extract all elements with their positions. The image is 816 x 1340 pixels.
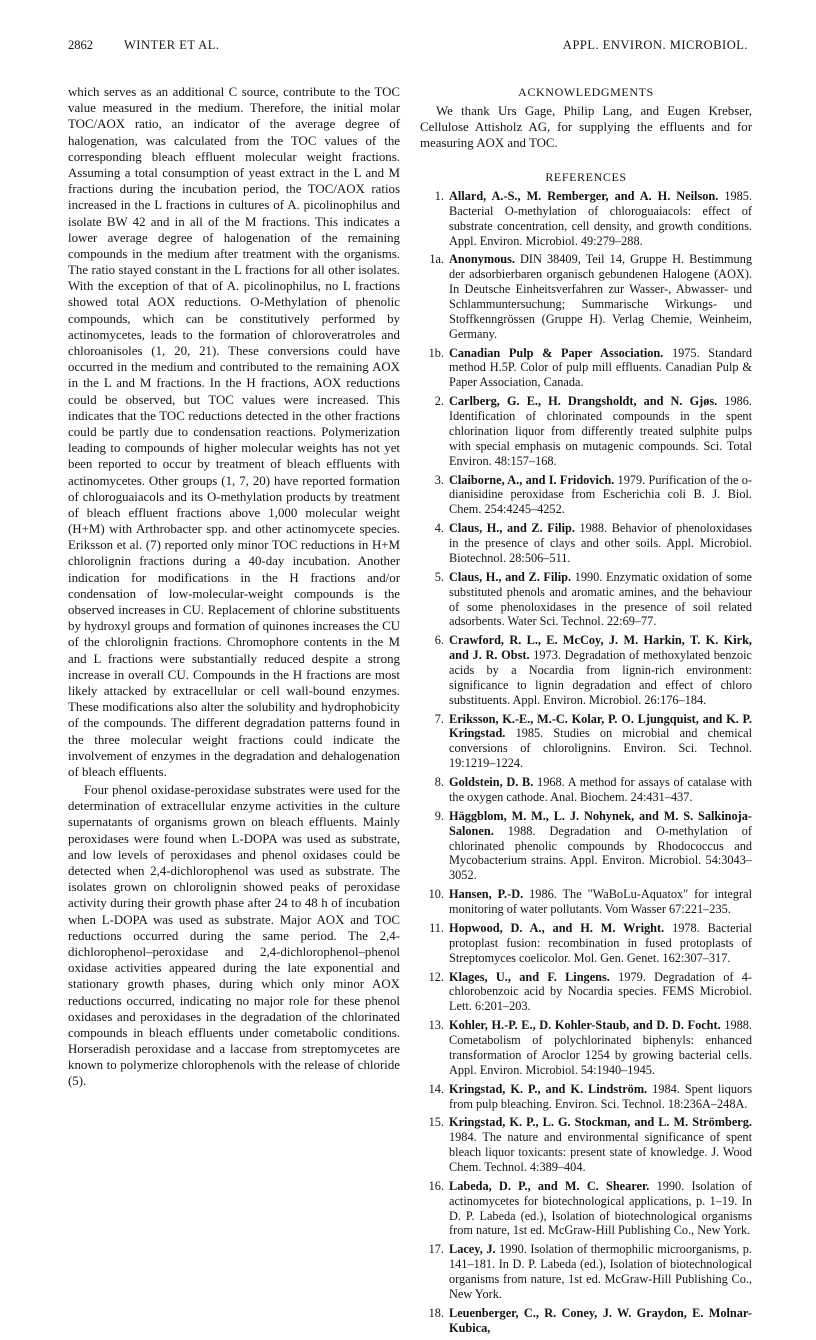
reference-entry bbox=[420, 887, 752, 917]
reference-authors: Klages, U., and F. Lingens. bbox=[449, 969, 610, 984]
reference-authors: Häggblom, M. M., L. J. Nohynek, and M. S. Salkinoja-Salonen. bbox=[449, 808, 752, 838]
reference-number: 10. bbox=[428, 887, 444, 902]
reference-authors: Hansen, P.-D. bbox=[449, 887, 524, 902]
reference-entry bbox=[420, 970, 752, 1015]
reference-entry bbox=[420, 775, 752, 805]
reference-text bbox=[449, 1179, 752, 1238]
reference-authors: Crawford, R. L., E. McCoy, J. M. Harkin, T. K. Kirk, and J. R. Obst. bbox=[449, 633, 752, 663]
reference-body: 1978. Bacterial protoplast fusion: recombination in fused protoplasts of Streptomyces coelicolor. Mol. Gen. Genet. 162:307–317. bbox=[449, 920, 752, 965]
reference-number: 4. bbox=[434, 521, 444, 536]
reference-text bbox=[449, 189, 752, 248]
acknowledgments-text: We thank Urs Gage, Philip Lang, and Eugen Krebser, Cellulose Attisholz AG, for supplying the effluents and for measuring AOX and TOC. bbox=[420, 104, 752, 150]
reference-authors: Kringstad, K. P., L. G. Stockman, and L. M. Strömberg. bbox=[449, 1115, 752, 1130]
reference-entry bbox=[420, 809, 752, 883]
reference-body: 1968. A method for assays of catalase with the oxygen cathode. Anal. Biochem. 24:431–437. bbox=[449, 775, 752, 804]
reference-body: 1990. Isolation of thermophilic microorganisms, p. 141–181. In D. P. Labeda (ed.), Isolation of biotechnological organisms from nature, 1st ed. McGraw-Hill Publishing Co., New York. bbox=[449, 1242, 752, 1301]
reference-number: 1. bbox=[434, 189, 444, 203]
body-paragraph: Four phenol oxidase-peroxidase substrates were used for the determination of extracellular enzyme activities in the culture supernatants of organisms grown on bleach effluents. Mainly peroxidases were found when L-DOPA was used as substrate, and low levels of peroxidases and phenol oxidases could be detected when 2,4-dichlorophenol was used as substrate. The isolates grown on chlorolignin showed peaks of peroxidase activity during their growth phase after 24 to 48 h of incubation when L-DOPA was used as substrate. Major AOX and TOC reductions occurred during the same period. The 2,4-dichlorophenol–peroxidase and 2,4-dichlorophenol–phenol oxidase activities appeared during the late exponential and stationary growth phases, during which only minor AOX reductions occurred, indicating no major role for these phenol oxidases and peroxidases in the degradation of the chlorinated compounds in bleach effluents under cometabolic conditions. Horseradish peroxidase and a laccase from streptomycetes are known to polymerize chlorophenols with the release of chloride (5). bbox=[68, 783, 400, 1089]
reference-entry bbox=[420, 1242, 752, 1301]
reference-entry bbox=[420, 473, 752, 518]
reference-text bbox=[449, 1242, 752, 1301]
reference-number: 12. bbox=[428, 969, 444, 984]
reference-body: 1985. Studies on microbial and chemical conversions of chlorolignins. Environ. Sci. Technol. 19:1219–1224. bbox=[449, 726, 752, 771]
reference-entry bbox=[420, 712, 752, 771]
reference-number: 13. bbox=[428, 1018, 444, 1033]
reference-authors: Goldstein, D. B. bbox=[449, 775, 534, 790]
left-column bbox=[68, 84, 400, 1090]
reference-number: 14. bbox=[428, 1081, 444, 1096]
reference-body: DIN 38409, Teil 14, Gruppe H. Bestimmung der adsorbierbaren organisch gebundenen Halogene (AOX). In Deutsche Einheitsverfahren zur Wasser-, Abwasser- und Schlammuntersuchung; Summarische Wirkungs- und Stoffkenngrössen (Gruppe H). Verlag Chemie, Weinheim, Germany. bbox=[449, 252, 752, 341]
reference-body: 1986. Identification of chlorinated compounds in the spent chlorination liquor from differently treated sulphite pulps with special emphasis on mutagenic compounds. Sci. Total Environ. 48:157–168. bbox=[449, 394, 752, 468]
reference-text bbox=[449, 570, 752, 629]
reference-entry bbox=[420, 346, 752, 391]
reference-body: 1988. Degradation and O-methylation of chlorinated phenolic compounds by Rhodococcus and Mycobacterium strains. Appl. Environ. Microbiol. 54:3043–3052. bbox=[449, 823, 752, 883]
reference-text bbox=[449, 252, 752, 341]
reference-text bbox=[449, 1082, 752, 1112]
reference-entry bbox=[420, 1082, 752, 1112]
reference-text bbox=[449, 633, 752, 707]
reference-body: 1984. The nature and environmental significance of spent bleach liquor toxicants: present state of knowledge. J. Wood Chem. Technol. 4:389–404. bbox=[449, 1130, 752, 1174]
reference-body: 1984. Spent liquors from pulp bleaching. Environ. Sci. Technol. 18:236A–248A. bbox=[449, 1081, 752, 1111]
reference-list bbox=[420, 189, 752, 1336]
reference-text bbox=[449, 712, 752, 771]
reference-number: 11. bbox=[429, 920, 444, 935]
reference-body: 1979. Degradation of 4-chlorobenzoic acid by Nocardia species. FEMS Microbiol. Lett. 6:201–203. bbox=[449, 969, 753, 1014]
reference-number: 2. bbox=[434, 394, 444, 409]
reference-entry bbox=[420, 189, 752, 248]
reference-text bbox=[449, 970, 752, 1015]
reference-authors: Kringstad, K. P., and K. Lindström. bbox=[449, 1081, 648, 1096]
right-column bbox=[420, 84, 752, 1340]
reference-text bbox=[449, 1115, 752, 1174]
reference-body: 1990. Isolation of actinomycetes for biotechnological applications, p. 1–19. In D. P. Labeda (ed.), Isolation of biotechnological organisms from nature, 1st ed. McGraw-Hill Publishing Co., New York. bbox=[449, 1178, 753, 1238]
reference-entry bbox=[420, 633, 752, 707]
reference-body: 1986. The "WaBoLu-Aquatox" for integral monitoring of water pollutants. Vom Wasser 67:221–235. bbox=[449, 887, 753, 916]
reference-number: 9. bbox=[434, 808, 444, 823]
reference-authors: Canadian Pulp & Paper Association. bbox=[449, 345, 664, 360]
reference-body: 1979. Purification of the o-dianisidine peroxidase from Escherichia coli B. J. Biol. Chem. 254:4245–4252. bbox=[449, 472, 753, 517]
reference-authors: Kohler, H.-P. E., D. Kohler-Staub, and D. D. Focht. bbox=[449, 1018, 721, 1033]
reference-text bbox=[449, 473, 752, 518]
reference-entry bbox=[420, 921, 752, 966]
reference-entry bbox=[420, 252, 752, 341]
reference-authors: Leuenberger, C., R. Coney, J. W. Graydon, E. Molnar-Kubica, bbox=[449, 1305, 752, 1335]
reference-entry bbox=[420, 521, 752, 566]
reference-body: 1975. Standard method H.5P. Color of pulp mill effluents. Canadian Pulp & Paper Association, Canada. bbox=[449, 345, 752, 390]
reference-authors: Hopwood, D. A., and H. M. Wright. bbox=[449, 920, 665, 935]
reference-number: 7. bbox=[434, 711, 444, 726]
running-authors: WINTER ET AL. bbox=[124, 38, 220, 52]
reference-text bbox=[449, 921, 752, 966]
reference-body: 1973. Degradation of methoxylated benzoic acids by a Nocardia from lignin-rich environment: significance to lignin degradation and effect of chloro substituents. Appl. Environ. Microbiol. 26:176–184. bbox=[449, 648, 752, 707]
page-number: 2862 bbox=[68, 38, 93, 52]
reference-authors: Allard, A.-S., M. Remberger, and A. H. Neilson. bbox=[449, 189, 719, 203]
reference-authors: Claus, H., and Z. Filip. bbox=[449, 569, 572, 584]
reference-number: 17. bbox=[428, 1242, 444, 1257]
reference-entry bbox=[420, 1306, 752, 1336]
reference-text bbox=[449, 887, 752, 917]
reference-number: 15. bbox=[428, 1115, 444, 1130]
reference-number: 8. bbox=[434, 775, 444, 790]
reference-authors: Carlberg, G. E., H. Drangsholdt, and N. Gjøs. bbox=[449, 394, 718, 409]
reference-entry bbox=[420, 1018, 752, 1077]
reference-text bbox=[449, 346, 752, 391]
reference-text bbox=[449, 775, 752, 805]
reference-number: 5. bbox=[434, 569, 444, 584]
reference-authors: Labeda, D. P., and M. C. Shearer. bbox=[449, 1178, 650, 1193]
reference-entry bbox=[420, 1179, 752, 1238]
reference-authors: Claiborne, A., and I. Fridovich. bbox=[449, 472, 615, 487]
reference-number: 16. bbox=[428, 1178, 444, 1193]
reference-entry bbox=[420, 1115, 752, 1174]
reference-authors: Lacey, J. bbox=[449, 1242, 496, 1257]
reference-text bbox=[449, 521, 752, 566]
reference-entry bbox=[420, 570, 752, 629]
reference-authors: Eriksson, K.-E., M.-C. Kolar, P. O. Ljungquist, and K. P. Kringstad. bbox=[449, 711, 752, 741]
reference-body: 1988. Behavior of phenoloxidases in the presence of clays and other soils. Appl. Microbiol. Biotechnol. 28:506–511. bbox=[449, 521, 752, 565]
references-heading: REFERENCES bbox=[545, 170, 627, 184]
reference-text bbox=[449, 394, 752, 468]
reference-number: 1a. bbox=[429, 252, 444, 267]
journal-name: APPL. ENVIRON. MICROBIOL. bbox=[562, 38, 748, 52]
body-paragraph: which serves as an additional C source, contribute to the TOC value measured in the medium. Therefore, the initial molar TOC/AOX ratio, an indicator of the average degree of halogenation, was calculated from the TOC values of the corresponding bleach effluent molecular weight fractions. Assuming a total consumption of yeast extract in the L and M fractions during the incubation period, the TOC/AOX ratios increased in the L fractions in cultures of A. picolinophilus and isolate BW 42 and in all of the M fractions. This indicates a lower average degree of halogenation of the remaining compounds in the medium after treatment with the organisms. The ratio stayed constant in the L fractions for all other isolates. With the exception of that of A. picolinophilus, no L fractions showed total AOX reductions. O-Methylation of phenolic compounds, which can be constitutively performed by actinomycetes, leads to the formation of chloroveratroles and chloroanisoles (1, 20, 21). These conversions could have occurred in the medium and contributed to the remaining AOX in the L and M fractions. In the H fractions, AOX reductions could be observed, but TOC values were increased. This indicates that the TOC reductions detected in the other fractions could be partly due to condensation reactions. Polymerization leading to compounds of higher molecular weights has not yet been reported to occur by treatment of bleach effluents with actinomycetes. Other groups (1, 7, 20) have reported formation of chloroguaiacols and its O-methylation products by treatment of bleach effluent fractions above 1,000 molecular weight (H+M) with Arthrobacter spp. and other actinomycete species. Eriksson et al. (7) reported only minor TOC reductions in H+M chlorolignin fractions during a 40-day incubation. Another indication for modifications in the H fractions and/or condensation of low-molecular-weight compounds is the observed increases in CU. Replacement of chlorine substituents by hydroxyl groups and formation of quinones increases the CU of the chlorolignin fractions. Chromophore contents in the M and L fractions were substantially reduced despite a strong increase in overall CU. Compounds in the H fractions are most likely attacked by extracellular or cell wall-bound enzymes. These modifications also alter the solubility and hydrophobicity of the compounds. The different degradation patterns found in the three molecular weight fractions could indicate the involvement of enzymes in the degradation and dehalogenation of bleach effluents. bbox=[68, 85, 400, 779]
reference-text bbox=[449, 1018, 752, 1077]
reference-number: 18. bbox=[428, 1305, 444, 1320]
reference-number: 3. bbox=[434, 472, 444, 487]
reference-body: 1990. Enzymatic oxidation of some substituted phenols and aromatic amines, and the behaviour of some phenoloxidases in the presence of soil related adsorbents. Water Sci. Technol. 22:69–77. bbox=[449, 569, 752, 629]
reference-text bbox=[449, 1306, 752, 1336]
running-header bbox=[68, 38, 748, 58]
reference-number: 1b. bbox=[428, 345, 444, 360]
reference-entry bbox=[420, 394, 752, 468]
reference-authors: Claus, H., and Z. Filip. bbox=[449, 521, 575, 536]
reference-authors: Anonymous. bbox=[449, 252, 515, 267]
reference-body: 1985. Bacterial O-methylation of chloroguaiacols: effect of substrate concentration, cell density, and growth conditions. Appl. Environ. Microbiol. 49:279–288. bbox=[449, 189, 752, 248]
reference-body: 1988. Cometabolism of polychlorinated biphenyls: enhanced transformation of Aroclor 1254 by growing bacterial cells. Appl. Environ. Microbiol. 54:1940–1945. bbox=[449, 1018, 752, 1077]
reference-text bbox=[449, 809, 752, 883]
acknowledgments-heading: ACKNOWLEDGMENTS bbox=[518, 85, 654, 99]
reference-number: 6. bbox=[434, 633, 444, 648]
